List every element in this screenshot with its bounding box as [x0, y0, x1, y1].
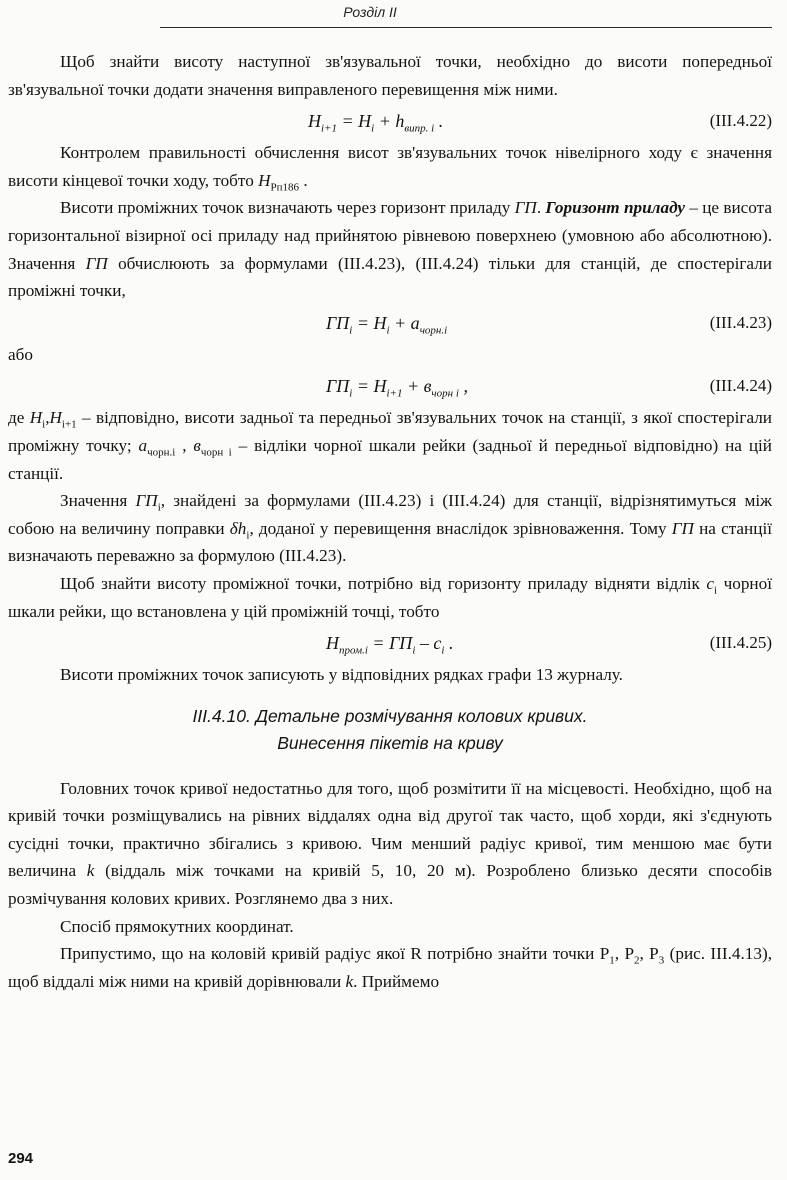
- running-header: Розділ ІІ: [343, 4, 397, 20]
- paragraph-5: де $H_i,H_{i+1}$ – відповідно, висоти задньої та передньої зв'язувальних точок на станції, з якої спостерігали проміжну точку; $a_{чорн.і}$ , $в_{чорн і}$ – відліки чорної шкали рейки (задньої й передньої відповідно) на цій станції.: [8, 408, 772, 483]
- paragraph-2: Контролем правильності обчислення висот зв'язувальних точок нівелірного ходу є значення висоти кінцевої точки ходу, тобто $H_{Pп186}$ .: [8, 143, 772, 194]
- term-horizon: Горизонт приладу: [545, 198, 686, 218]
- paragraph-7: Щоб знайти висоту проміжної точки, потрібно від горизонту приладу відняти відлік $c_i$ чорної шкали рейки, що встановлена у цій проміжній точці, тобто: [8, 573, 772, 621]
- formula-number: (ІІІ.4.22): [709, 111, 772, 131]
- formula-number: (ІІІ.4.24): [709, 376, 772, 396]
- paragraph-10: Спосіб прямокутних координат.: [60, 916, 294, 936]
- section-heading-line-1: ІІІ.4.10. Детальне розмічування колових кривих.: [192, 705, 588, 726]
- page-number: 294: [8, 1150, 34, 1167]
- formula-III-4-24: $ГП_i = H_{i+1} + в_{чорн і}$ , (ІІІ.4.24): [8, 368, 772, 404]
- section-heading: [8, 703, 772, 757]
- section-heading-line-2: Винесення пікетів на криву: [277, 732, 503, 753]
- paragraph-or: або: [8, 344, 33, 364]
- paragraph-8: Висоти проміжних точок записують у відповідних рядках графи 13 журналу.: [60, 665, 623, 685]
- paragraph-9: Головних точок кривої недостатньо для того, щоб розмітити її на місцевості. Необхідно, щоб на кривій точки розміщувались на рівних віддалях одна від другої так часто, щоб хорди, які з'єднують сусідні точки, практично збігались з кривою. Чим менший радіус кривої, тим меншою має бути величина k (віддаль між точками на кривій 5, 10, 20 м). Розроблено близько десяти способів розмічування колових кривих. Розглянемо два з них.: [8, 778, 772, 909]
- formula-III-4-25: $H_{пром.і} = ГП_i - c_i$ . (ІІІ.4.25): [8, 625, 772, 661]
- paragraph-6: Значення $ГП_і$, знайдені за формулами (ІІІ.4.23) і (ІІІ.4.24) для станції, відрізнятимуться між собою на величину поправки $\delta h_i$, доданої у перевищення внаслідок зрівноваження. Тому ГП на станції визначають переважно за формулою (ІІІ.4.23).: [8, 491, 772, 566]
- formula-number: (ІІІ.4.25): [709, 633, 772, 653]
- formula-III-4-23: $ГП_i = H_i + a_{чорн.і}$ (ІІІ.4.23): [8, 305, 772, 341]
- paragraph-3: Висоти проміжних точок визначають через горизонт приладу ГП. Горизонт приладу – це висота горизонтальної візирної осі приладу над прийнятою рівневою поверхнею (умовною або абсолютною). Значення ГП обчислюють за формулами (ІІІ.4.23), (ІІІ.4.24) тільки для станцій, де спостерігали проміжні точки,: [8, 198, 773, 301]
- paragraph-11: Припустимо, що на коловій кривій радіус якої R потрібно знайти точки $P_1$, $P_2$, $P_3$ (рис. ІІІ.4.13), щоб віддалі між ними на кривій дорівнювали k. Приймемо: [8, 944, 773, 991]
- formula-number: (ІІІ.4.23): [709, 312, 772, 332]
- page-body: [8, 48, 772, 995]
- header-rule: [160, 27, 772, 28]
- paragraph-1: Щоб знайти висоту наступної зв'язувальної точки, необхідно до висоти попередньої зв'язувальної точки додати значення виправленого перевищення між ними.: [8, 52, 772, 99]
- formula-III-4-22: $H_{i+1} = H_i + h_{випр. і}$ . (ІІІ.4.22): [8, 103, 772, 139]
